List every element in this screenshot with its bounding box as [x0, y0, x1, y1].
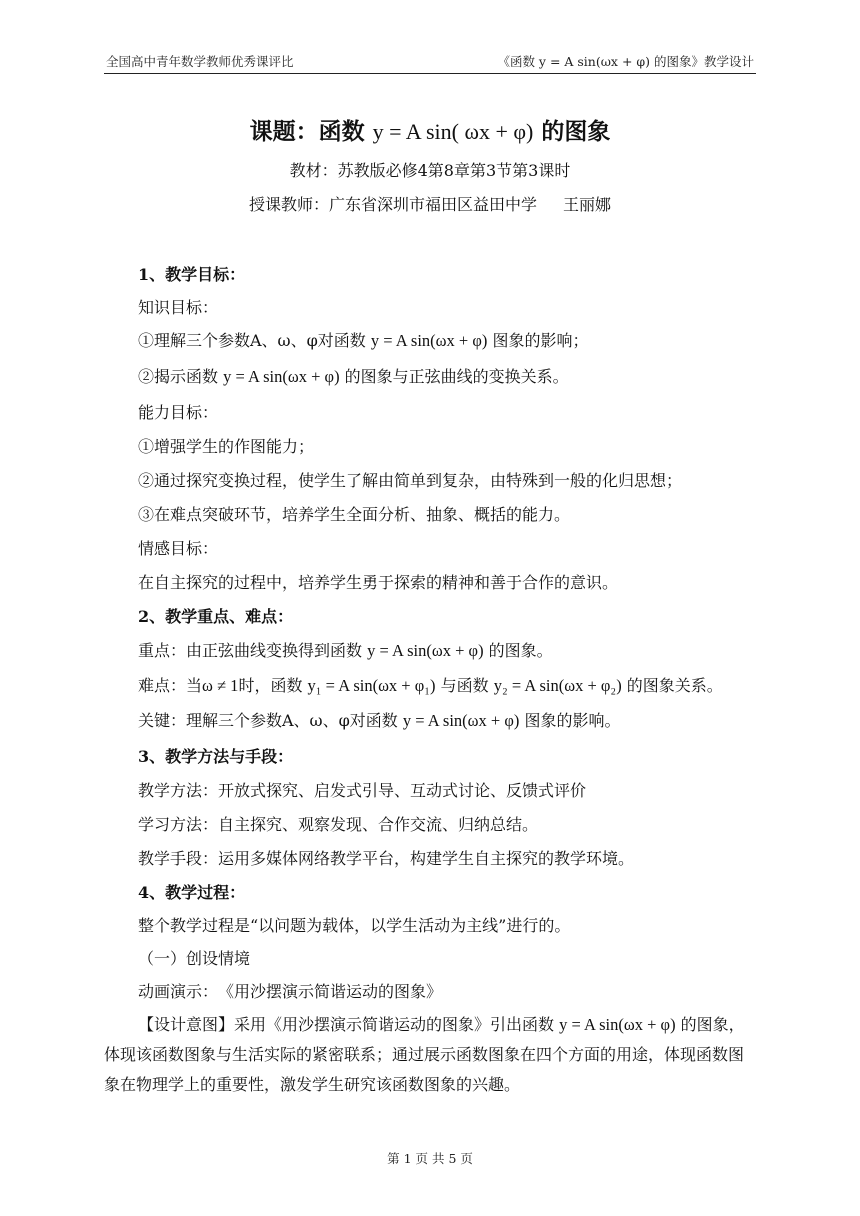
section-heading-process: 4、教学过程： [138, 883, 246, 902]
key-point-suffix: 的图象。 [488, 641, 553, 660]
k2-formula: y = A sin(ωx + φ) [223, 367, 340, 386]
emotion-objective-label: 情感目标： [138, 539, 219, 558]
title-prefix: 课题：函数 [249, 118, 365, 145]
design-intent-suffix: 的图象，体现该函数图象与生活实际的紧密联系；通过展示函数图象在四个方面的用途，体现函数图象在物理学上的重要性，激发学生研究该函数图象的兴趣。 [104, 1015, 745, 1094]
teaching-method: 教学方法：开放式探究、启发式引导、互动式讨论、反馈式评价 [138, 781, 587, 800]
difficult-point-suffix: 的图象关系。 [626, 676, 723, 695]
page-number: 第 1 页 共 5 页 [387, 1151, 473, 1166]
section-heading-keypoints: 2、教学重点、难点： [138, 607, 294, 626]
knowledge-objective-2 [138, 364, 569, 387]
header-left-text: 全国高中青年数学教师优秀课评比 [106, 54, 294, 69]
process-step-1: （一）创设情境 [138, 949, 251, 968]
k2-suffix: 的图象与正弦曲线的变换关系。 [344, 367, 569, 386]
ability-objective-label: 能力目标： [138, 403, 219, 422]
key-point-text: 重点：由正弦曲线变换得到函数 [138, 641, 363, 660]
header-divider [104, 73, 756, 74]
k1-suffix: 图象的影响； [492, 331, 589, 350]
key-point-formula: y = A sin(ωx + φ) [367, 641, 484, 660]
ability-objective-1: ①增强学生的作图能力； [138, 437, 315, 456]
crux-point-suffix: 图象的影响。 [524, 711, 621, 730]
design-intent-formula: y = A sin(ωx + φ) [559, 1015, 676, 1034]
k2-text: ②揭示函数 [138, 367, 219, 386]
difficult-point-text: 难点：当 [138, 676, 203, 695]
difficult-point-mid2: 与函数 [440, 676, 489, 695]
difficult-point-condition: ω ≠ 1 [202, 676, 239, 695]
animation-demo: 动画演示： 《用沙摆演示简谐运动的图象》 [138, 982, 443, 1001]
teaching-means: 教学手段：运用多媒体网络教学平台，构建学生自主探究的教学环境。 [138, 849, 635, 868]
knowledge-objective-label: 知识目标： [138, 298, 219, 317]
crux-point [138, 708, 620, 731]
teacher-name: 王丽娜 [563, 195, 612, 214]
header-right-text: 《函数 y = A sin(ωx + φ) 的图象》教学设计 [497, 54, 754, 69]
emotion-objective-1: 在自主探究的过程中，培养学生勇于探索的精神和善于合作的意识。 [138, 573, 619, 592]
title-suffix: 的图象 [541, 118, 611, 145]
difficult-point-mid1: 时，函数 [238, 676, 303, 695]
ability-objective-3: ③在难点突破环节，培养学生全面分析、抽象、概括的能力。 [138, 505, 571, 524]
difficult-point-formula-1: y₁ = A sin(ωx + φ₁) [307, 676, 436, 695]
section-heading-methods: 3、教学方法与手段： [138, 747, 294, 766]
textbook-info: 教材：苏教版必修4第8章第3节第3课时 [289, 161, 571, 180]
design-intent-paragraph [104, 1010, 756, 1100]
k1-text: ①理解三个参数A、ω、φ对函数 [138, 331, 366, 350]
ability-objective-2: ②通过探究变换过程，使学生了解由简单到复杂，由特殊到一般的化归思想； [138, 471, 683, 490]
teacher-school: 授课教师：广东省深圳市福田区益田中学 [248, 195, 537, 214]
crux-point-text: 关键：理解三个参数A、ω、φ对函数 [138, 711, 398, 730]
difficult-point [138, 673, 723, 696]
page-header [106, 52, 754, 74]
title-formula: y = A sin( ωx + φ) [372, 119, 534, 144]
difficult-point-formula-2: y₂ = A sin(ωx + φ₂) [493, 676, 622, 695]
k1-formula: y = A sin(ωx + φ) [370, 331, 488, 350]
key-point [138, 638, 553, 661]
section-heading-objectives: 1、教学目标： [138, 265, 246, 284]
crux-point-formula: y = A sin(ωx + φ) [402, 711, 520, 730]
document-title [0, 113, 860, 146]
teacher-info [0, 192, 860, 215]
knowledge-objective-1 [138, 328, 588, 351]
design-intent-text: 【设计意图】采用《用沙摆演示简谐运动的图象》引出函数 [138, 1015, 555, 1034]
process-intro: 整个教学过程是“以问题为载体，以学生活动为主线”进行的。 [138, 916, 571, 935]
learning-method: 学习方法：自主探究、观察发现、合作交流、归纳总结。 [138, 815, 539, 834]
